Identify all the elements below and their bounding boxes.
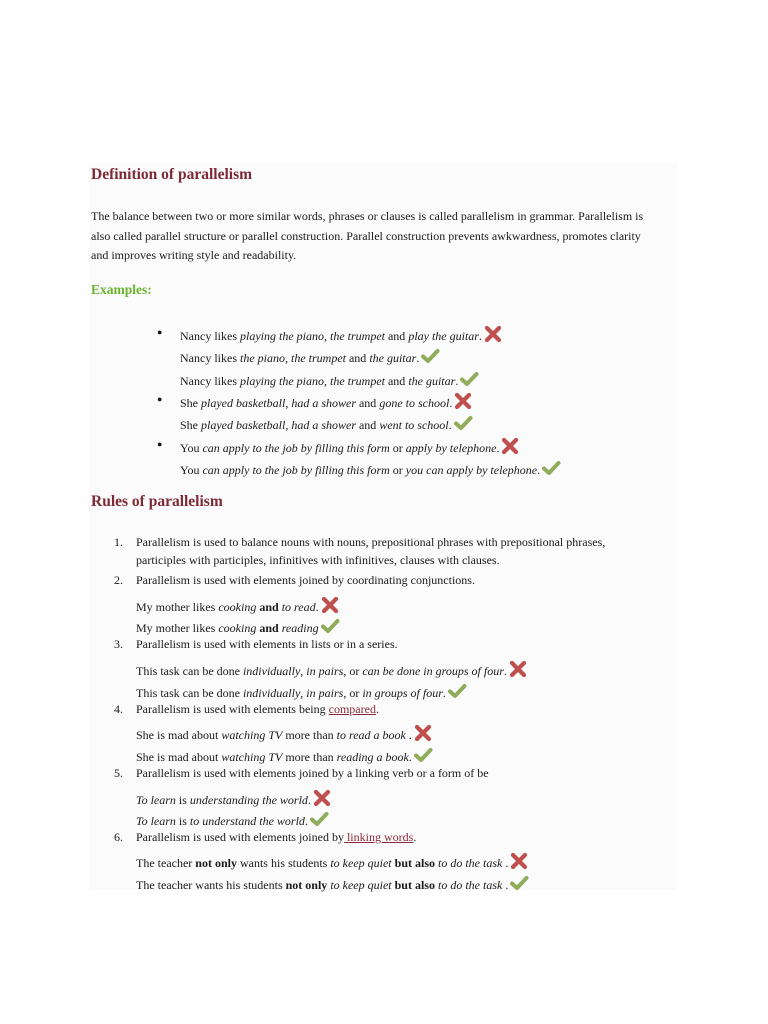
example-line-5: She played basketball, had a shower and went to school. (180, 413, 473, 433)
link-compared[interactable]: compared (328, 702, 376, 716)
rule-5-example-wrong: To learn is understanding the world. (136, 788, 332, 808)
definition-paragraph: The balance between two or more similar words, phrases or clauses is called parallelism in grammar. Parallelism is also called parallel structure or parallel construction. Parallel construction prevents awkwardness, promotes clarity and improves writing style and readability. (91, 209, 644, 262)
rule-number: 4. (114, 702, 123, 716)
wrong-cross-icon (312, 788, 332, 808)
bullet-icon: ● (157, 394, 163, 404)
wrong-cross-icon (508, 659, 528, 679)
rule-1-text: Parallelism is used to balance nouns with nouns, prepositional phrases with prepositional phrases, (136, 535, 606, 549)
rule-number: 6. (114, 830, 123, 844)
rule-3-example-wrong: This task can be done individually, in pairs, or can be done in groups of four. (136, 659, 528, 679)
rule-6-text: Parallelism is used with elements joined by linking words. (136, 830, 417, 844)
rule-6-example-right: The teacher wants his students not only to keep quiet but also to do the task . (136, 873, 529, 893)
rule-5-example-right: To learn is to understand the world. (136, 809, 329, 829)
rule-3-example-right: This task can be done individually, in pairs, or in groups of four. (136, 681, 467, 701)
example-line-2: Nancy likes the piano, the trumpet and the guitar. (180, 346, 440, 366)
heading-definition: Definition of parallelism (91, 166, 253, 183)
correct-check-icon (413, 745, 433, 765)
rule-4-example-right: She is mad about watching TV more than reading a book. (136, 745, 433, 765)
example-line-3: Nancy likes playing the piano, the trumpet and the guitar. (180, 369, 479, 389)
rule-number: 2. (114, 573, 123, 587)
correct-check-icon (420, 346, 440, 366)
wrong-cross-icon (320, 595, 340, 615)
wrong-cross-icon (500, 436, 520, 456)
rule-number: 5. (114, 766, 123, 780)
rule-6-example-wrong: The teacher not only wants his students to keep quiet but also to do the task . (136, 851, 529, 871)
wrong-cross-icon (509, 851, 529, 871)
wrong-cross-icon (453, 391, 473, 411)
correct-check-icon (447, 681, 467, 701)
example-line-1: Nancy likes playing the piano, the trumpet and play the guitar. (180, 324, 503, 344)
wrong-cross-icon (483, 324, 503, 344)
correct-check-icon (320, 616, 340, 636)
correct-check-icon (541, 458, 561, 478)
example-line-7: You can apply to the job by filling this form or you can apply by telephone. (180, 458, 561, 478)
correct-check-icon (509, 873, 529, 893)
rule-number: 3. (114, 637, 123, 651)
bullet-icon: ● (157, 327, 163, 337)
rule-3-text: Parallelism is used with elements in lists or in a series. (136, 637, 398, 651)
heading-rules: Rules of parallelism (91, 493, 223, 510)
bullet-icon: ● (157, 439, 163, 449)
correct-check-icon (459, 369, 479, 389)
rule-2-example-wrong: My mother likes cooking and to read. (136, 595, 340, 615)
rule-1-text-cont: participles with participles, infinitives with infinitives, clauses with clauses. (136, 553, 500, 567)
rule-2-example-right: My mother likes cooking and reading (136, 616, 340, 636)
rule-number: 1. (114, 535, 123, 549)
heading-examples: Examples: (91, 282, 152, 297)
rule-4-text: Parallelism is used with elements being compared. (136, 702, 379, 716)
correct-check-icon (309, 809, 329, 829)
link-linking-words[interactable]: linking words (343, 830, 414, 844)
correct-check-icon (453, 413, 473, 433)
wrong-cross-icon (413, 723, 433, 743)
rule-5-text: Parallelism is used with elements joined by a linking verb or a form of be (136, 766, 489, 780)
rule-4-example-wrong: She is mad about watching TV more than to read a book . (136, 723, 433, 743)
example-line-6: You can apply to the job by filling this form or apply by telephone. (180, 436, 520, 456)
example-line-4: She played basketball, had a shower and gone to school. (180, 391, 473, 411)
rule-2-text: Parallelism is used with elements joined by coordinating conjunctions. (136, 573, 475, 587)
